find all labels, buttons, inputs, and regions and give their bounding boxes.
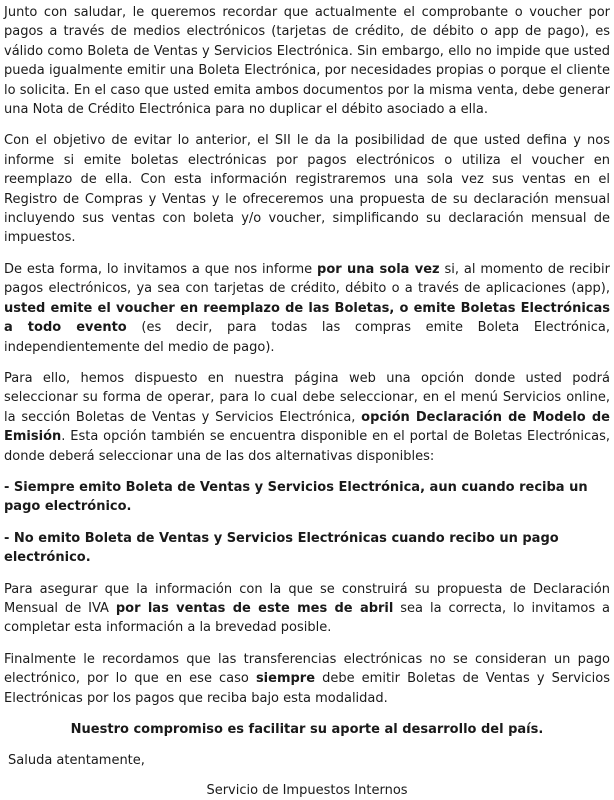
emphasis-once: por una sola vez: [317, 261, 440, 277]
text: si, al momento de recibir pagos electrónicos, ya sea con tarjetas de crédito, débito o a través de aplicaciones (app),: [4, 261, 610, 297]
emphasis-always: siempre: [255, 671, 316, 687]
text: sea la correcta, lo invitamos a completar esta información a la brevedad posible.: [4, 600, 611, 636]
paragraph-invitation: [4, 260, 610, 357]
text: debe emitir Boletas de Ventas y Servicios Electrónicas por los pagos que reciba bajo esta modalidad.: [4, 671, 610, 706]
emphasis-option-name: opción Declaración de Modelo de Emisión: [4, 409, 610, 445]
option-never-emit: - No emito Boleta de Ventas y Servicios Electrónicas cuando recibo un pago electrónico.: [4, 530, 559, 566]
paragraph-deadline: [4, 580, 610, 638]
text: (es decir, para todas las compras emite Boleta Electrónica, independientemente del medio de pago).: [4, 320, 611, 355]
paragraph-intro: Junto con saludar, le queremos recordar que actualmente el comprobante o voucher por pagos a través de medios electrónicos (tarjetas de crédito, de débito o app de pago), es válido como Boleta de Ventas y Servicios Electrónica. Sin embargo, ello no impide que usted pueda igualmente emitir una Boleta Electrónica, por necesidades propias o porque el cliente lo solicita. En el caso que usted emita ambos documentos por la misma venta, debe generar una Nota de Crédito Electrónica para no duplicar el débito asociado a ella.: [4, 5, 610, 118]
greeting: Saluda atentamente,: [8, 753, 145, 769]
signature: Servicio de Impuestos Internos: [206, 782, 408, 798]
paragraph-transfers: [4, 650, 610, 708]
text: . Esta opción también se encuentra disponible en el portal de Boletas Electrónicas, donde deberá seleccionar una de las dos alternativas disponibles:: [4, 429, 610, 464]
text: Finalmente le recordamos que las transferencias electrónicas no se consideran un pago electrónico, por lo que en ese caso: [4, 651, 610, 687]
motto: Nuestro compromiso es facilitar su aporte al desarrollo del país.: [70, 722, 544, 737]
emphasis-april: por las ventas de este mes de abril: [115, 600, 394, 616]
paragraph-instructions: [4, 369, 610, 466]
option-always-emit: - Siempre emito Boleta de Ventas y Servicios Electrónica, aun cuando reciba un pago electrónico.: [4, 479, 588, 515]
emphasis-voucher-choice: usted emite el voucher en reemplazo de las Boletas, o emite Boletas Electrónicas a todo evento: [4, 300, 610, 336]
text: Para ello, hemos dispuesto en nuestra página web una opción donde usted podrá seleccionar su forma de operar, para lo cual debe seleccionar, en el menú Servicios online, la sección Boletas de Ventas y Servicios Electrónica,: [4, 370, 610, 425]
paragraph-objective: Con el objetivo de evitar lo anterior, el SII le da la posibilidad de que usted defina y nos informe si emite boletas electrónicas por pagos electrónicos o utiliza el voucher en reemplazo de ella. Con esta información registraremos una sola vez sus ventas en el Registro de Compras y Ventas y le ofreceremos una propuesta de su declaración mensual incluyendo sus ventas con boleta y/o voucher, simplificando su declaración mensual de impuestos.: [4, 133, 610, 246]
text: De esta forma, lo invitamos a que nos informe: [4, 261, 318, 277]
text: Para asegurar que la información con la que se construirá su propuesta de Declaración Mensual de IVA: [4, 581, 610, 616]
